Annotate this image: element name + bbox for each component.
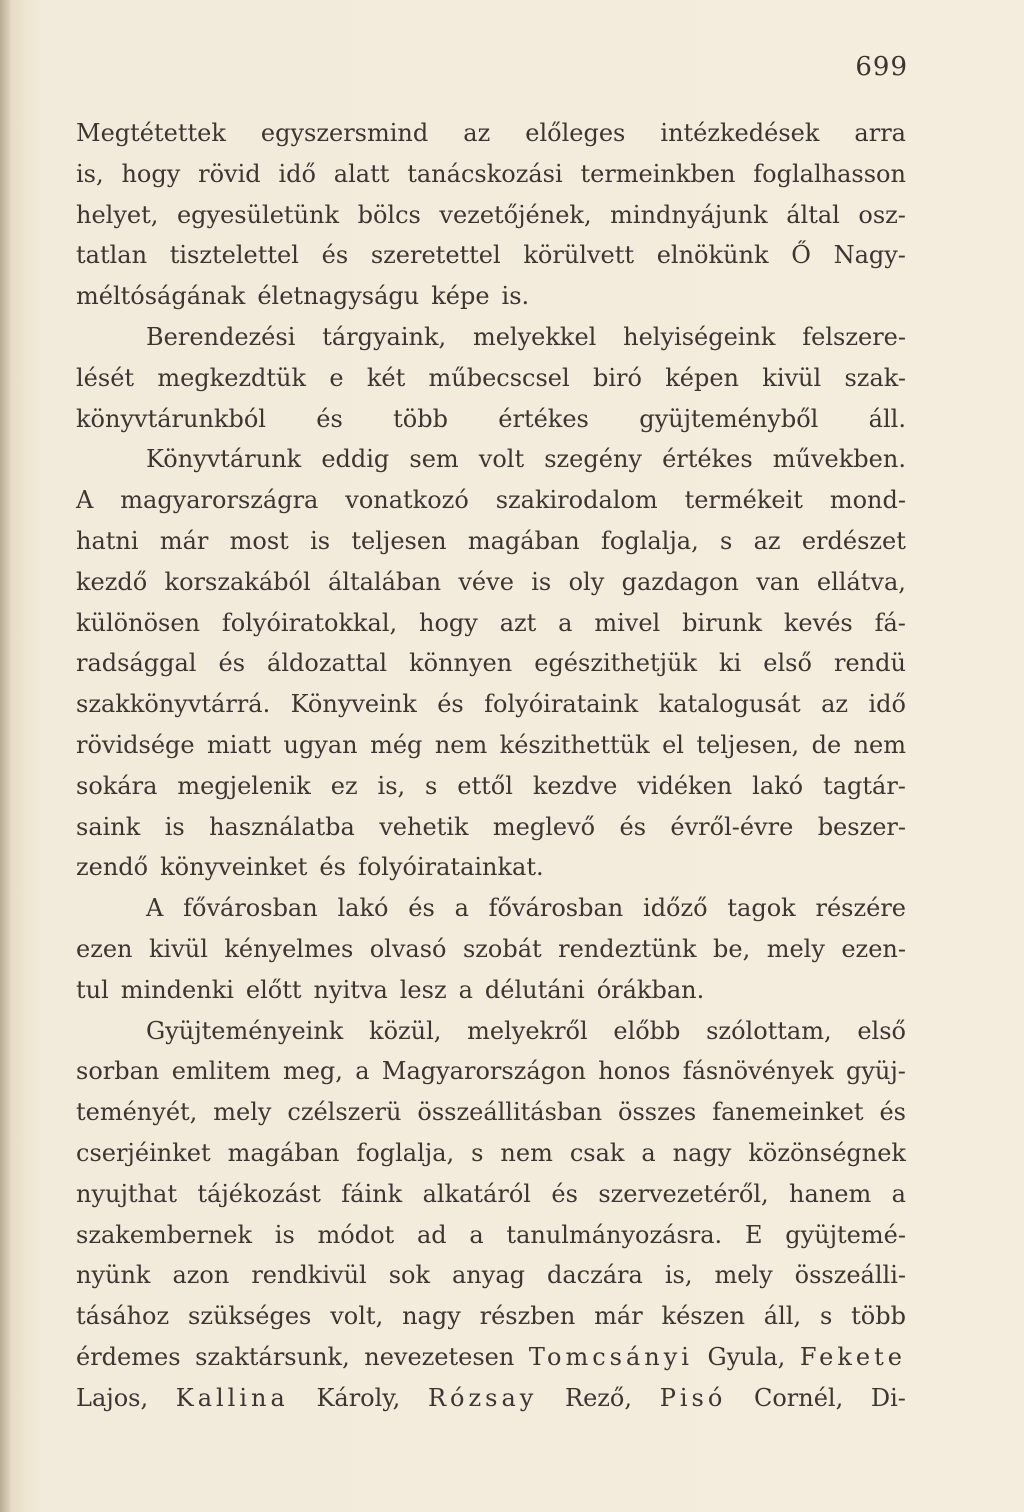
word: erdészet — [801, 526, 906, 555]
word: szervezetéről, — [598, 1179, 769, 1208]
word: emlitem — [171, 1057, 271, 1086]
word: ezen- — [841, 934, 906, 963]
text-line — [76, 1296, 906, 1337]
text-line — [76, 235, 906, 276]
word: sorban — [76, 1057, 160, 1086]
word: lését — [76, 363, 135, 392]
word: mely — [213, 1098, 272, 1127]
word: a — [458, 975, 473, 1004]
word: már — [159, 526, 209, 555]
word: Gyüjteményeink — [146, 1016, 344, 1045]
word: összes — [618, 1098, 697, 1127]
word: gyüjtemé- — [785, 1220, 906, 1249]
word: bölcs — [357, 200, 421, 229]
word: nem — [853, 730, 906, 759]
word: sok — [388, 1261, 431, 1290]
word: birunk — [682, 608, 763, 637]
word: rövid — [198, 159, 261, 188]
text-line — [76, 725, 906, 766]
word: kivül — [762, 363, 822, 392]
text-line — [76, 1092, 906, 1133]
text-line — [76, 1255, 906, 1296]
word: délutáni — [484, 975, 585, 1004]
text-line — [76, 888, 906, 929]
word: a — [355, 1057, 370, 1086]
word: módot — [317, 1220, 395, 1249]
word: ugyan — [283, 730, 358, 759]
word: fá- — [874, 608, 906, 637]
word: kivül — [148, 934, 208, 963]
word: Magyarországon — [381, 1057, 586, 1086]
word: nyujthat — [76, 1179, 177, 1208]
word: tásához — [76, 1302, 170, 1331]
word: is, — [377, 771, 406, 800]
text-line — [76, 970, 906, 1011]
text-line — [76, 807, 906, 848]
page-number: 699 — [855, 52, 908, 82]
text-line — [76, 847, 906, 888]
word: mely — [766, 934, 825, 963]
word: idő — [278, 159, 316, 188]
text-line — [76, 439, 906, 480]
word: fáink — [341, 1179, 403, 1208]
word: honos — [598, 1057, 671, 1086]
word: folyóiratainkat. — [357, 853, 544, 882]
text-line — [76, 1133, 906, 1174]
word: eddig — [321, 445, 390, 474]
word: vehetik — [379, 812, 469, 841]
word: és — [218, 649, 246, 678]
word: véve — [458, 567, 514, 596]
word: korszakából — [164, 567, 311, 596]
word: melyekkel — [472, 322, 597, 351]
word: szakkönyvtárrá. — [76, 690, 271, 719]
word: összeálli- — [794, 1261, 906, 1290]
word: biró — [592, 363, 642, 392]
text-line — [76, 521, 906, 562]
word: s — [471, 1138, 484, 1167]
word: több — [393, 404, 448, 433]
word: A — [76, 486, 94, 515]
word: saink — [76, 812, 141, 841]
word: foglalja, — [356, 1138, 455, 1167]
word: ezen — [76, 934, 133, 963]
word: el — [662, 730, 684, 759]
word: már — [594, 1302, 643, 1331]
word: és — [319, 853, 346, 882]
text-line — [76, 1378, 906, 1419]
word: is — [531, 567, 552, 596]
word: szak- — [844, 363, 906, 392]
word: Lajos, — [76, 1383, 149, 1412]
word: és — [879, 1098, 906, 1127]
word: e — [329, 363, 344, 392]
word: folyóiratokkal, — [221, 608, 398, 637]
word: nagy — [402, 1302, 461, 1331]
word: volt — [478, 445, 525, 474]
word: egészithetjük — [534, 649, 698, 678]
word: radsággal — [76, 649, 197, 678]
word: cserjéinket — [76, 1138, 211, 1167]
word: különösen — [76, 608, 201, 637]
word: Megtétettek — [76, 119, 226, 147]
word: Tomcsányi — [528, 1342, 693, 1371]
word: sokára — [76, 771, 158, 800]
word: tárgyaink, — [322, 322, 447, 351]
word: nagy — [672, 1138, 732, 1167]
word: anyag — [452, 1261, 525, 1290]
word: beszer- — [817, 812, 906, 841]
word: rendkivül — [251, 1261, 367, 1290]
text-line — [76, 643, 906, 684]
word: az — [821, 690, 849, 719]
word: Ő — [791, 241, 811, 270]
word: csak — [569, 1138, 625, 1167]
word: tagok — [727, 894, 796, 923]
word: általában — [327, 567, 442, 596]
word: gyüjteményből — [639, 404, 819, 433]
word: könyveinket — [160, 853, 308, 882]
word: ettől — [457, 771, 513, 800]
word: érdemes — [76, 1342, 181, 1371]
word: s — [425, 771, 438, 800]
word: és — [619, 812, 647, 841]
word: katalogusát — [658, 690, 801, 719]
word: Rező, — [565, 1383, 633, 1412]
word: kevés — [783, 608, 853, 637]
word: és — [437, 690, 464, 719]
word: szeretettel — [370, 241, 501, 270]
word: Pisó — [659, 1383, 727, 1412]
word: kezdve — [532, 771, 618, 800]
text-line — [76, 603, 906, 644]
word: is — [310, 526, 331, 555]
word: mely — [714, 1261, 773, 1290]
word: áldozattal — [267, 649, 388, 678]
word: A — [146, 894, 164, 923]
word: osz- — [858, 200, 906, 229]
word: és — [316, 404, 343, 433]
word: és — [551, 1179, 578, 1208]
word: mindenki — [120, 975, 234, 1004]
word: tanulmányozásra. — [506, 1220, 723, 1249]
word: idő — [868, 690, 906, 719]
word: első — [763, 649, 812, 678]
word: rendeztünk — [558, 934, 697, 963]
word: fővárosban — [488, 894, 624, 923]
word: E — [744, 1220, 763, 1249]
word: meg, — [282, 1057, 343, 1086]
word: Berendezési — [146, 322, 296, 351]
word: a — [641, 1138, 656, 1167]
page-binding-edge — [0, 0, 10, 1512]
word: nem — [434, 730, 488, 759]
word: részére — [815, 894, 906, 923]
text-line — [76, 929, 906, 970]
word: teményét, — [76, 1098, 198, 1127]
word: alkatáról — [422, 1179, 531, 1208]
word: helyiségeink — [623, 322, 776, 351]
word: arra — [854, 119, 906, 147]
word: daczára — [546, 1261, 643, 1290]
word: az — [463, 119, 491, 147]
word: most — [229, 526, 289, 555]
word: elnökünk — [656, 241, 769, 270]
word: szükséges — [188, 1302, 312, 1331]
word: hogy — [419, 608, 478, 637]
word: mivel — [594, 608, 661, 637]
word: azt — [499, 608, 537, 637]
word: oly — [568, 567, 605, 596]
word: vonatkozó — [345, 486, 469, 515]
word: Di- — [870, 1383, 906, 1412]
word: által — [786, 200, 840, 229]
word: azon — [172, 1261, 230, 1290]
word: fásnövények — [682, 1057, 834, 1086]
word: órákban. — [596, 975, 705, 1004]
word: melyekről — [467, 1016, 588, 1045]
word: közül, — [369, 1016, 442, 1045]
word: foglalhasson — [753, 159, 906, 188]
word: termékeit — [684, 486, 803, 515]
word: magában — [227, 1138, 340, 1167]
word: Gyula, — [707, 1342, 786, 1371]
word: Nagy- — [833, 241, 906, 270]
word: képen — [665, 363, 739, 392]
word: alatt — [333, 159, 390, 188]
word: rövidsége — [76, 730, 195, 759]
word: hogy — [121, 159, 181, 188]
word: mindnyájunk — [610, 200, 768, 229]
word: még — [370, 730, 423, 759]
word: s — [819, 1302, 833, 1331]
word: szaktársunk, — [195, 1342, 350, 1371]
word: tatlan — [76, 241, 148, 270]
word: magyarországra — [120, 486, 319, 515]
word: mond- — [829, 486, 906, 515]
word: volt, — [330, 1302, 384, 1331]
word: vezetőjének, — [439, 200, 592, 229]
word: szakembernek — [76, 1220, 253, 1249]
text-line — [76, 276, 906, 317]
word: ki — [719, 649, 742, 678]
word: s — [720, 526, 733, 555]
word: könnyen — [409, 649, 513, 678]
word: tagtár- — [823, 771, 906, 800]
word: kényelmes — [224, 934, 354, 963]
text-line — [76, 1051, 906, 1092]
word: áll. — [868, 404, 906, 433]
word: termeinkben — [580, 159, 736, 188]
word: Fekete — [799, 1342, 906, 1371]
word: Rózsay — [427, 1383, 538, 1412]
word: tul — [76, 975, 109, 1004]
word: Károly, — [316, 1383, 401, 1412]
word: hanem — [789, 1179, 872, 1208]
word: felszere- — [802, 322, 906, 351]
word: előtt — [245, 975, 302, 1004]
word: Könyvtárunk — [146, 445, 302, 474]
word: zendő — [76, 853, 149, 882]
word: de — [811, 730, 842, 759]
text-line — [76, 480, 906, 521]
word: művekben. — [772, 445, 906, 474]
text-line — [76, 399, 906, 440]
word: tanácskozási — [407, 159, 563, 188]
text-line — [76, 113, 906, 154]
word: is, — [76, 159, 104, 188]
word: teljesen — [351, 526, 447, 555]
word: folyóirataink — [484, 690, 639, 719]
word: van — [756, 567, 800, 596]
text-line — [76, 317, 906, 358]
word: szegény — [544, 445, 642, 474]
text-line — [76, 766, 906, 807]
word: méltóságának — [76, 282, 246, 311]
word: tájékozást — [197, 1179, 321, 1208]
word: a — [454, 894, 469, 923]
word: ellátva, — [816, 567, 906, 596]
word: a — [558, 608, 573, 637]
word: lesz — [399, 975, 447, 1004]
word: áll, — [763, 1302, 802, 1331]
word: használatba — [209, 812, 355, 841]
word: megkezdtük — [157, 363, 307, 392]
word: a — [469, 1220, 484, 1249]
text-line — [76, 1011, 906, 1052]
body-text — [76, 113, 906, 1419]
word: előleges — [525, 119, 626, 147]
word: kezdő — [76, 567, 148, 596]
word: a — [891, 1179, 906, 1208]
word: nevezetesen — [364, 1342, 515, 1371]
word: egyesületünk — [176, 200, 340, 229]
text-line — [76, 154, 906, 195]
word: megjelenik — [177, 771, 311, 800]
word: közönségnek — [748, 1138, 906, 1167]
word: Könyveink — [290, 690, 417, 719]
word: két — [366, 363, 406, 392]
word: is, — [664, 1261, 693, 1290]
word: be, — [713, 934, 751, 963]
word: értékes — [662, 445, 753, 474]
word: nem — [500, 1138, 553, 1167]
word: részben — [479, 1302, 576, 1331]
word: gazdagon — [621, 567, 739, 596]
word: tisztelettel — [169, 241, 299, 270]
word: könyvtárunkból — [76, 404, 266, 433]
word: több — [851, 1302, 906, 1331]
word: körülvett — [523, 241, 635, 270]
word: helyet, — [76, 200, 159, 229]
word: értékes — [498, 404, 589, 433]
word: fanemeinket — [712, 1098, 864, 1127]
word: az — [753, 526, 781, 555]
word: is. — [501, 282, 530, 311]
word: vidéken — [637, 771, 733, 800]
word: első — [857, 1016, 906, 1045]
word: Cornél, — [753, 1383, 844, 1412]
word: hatni — [76, 526, 139, 555]
text-line — [76, 1215, 906, 1256]
text-line — [76, 562, 906, 603]
word: intézkedések — [660, 119, 820, 147]
word: előbb — [613, 1016, 681, 1045]
word: is — [164, 812, 185, 841]
word: miatt — [207, 730, 272, 759]
word: czélszerü — [287, 1098, 402, 1127]
word: nyitva — [313, 975, 388, 1004]
word: képe — [431, 282, 490, 311]
word: és — [408, 894, 435, 923]
text-line — [76, 684, 906, 725]
word: meglevő — [492, 812, 596, 841]
word: évről-évre — [670, 812, 794, 841]
word: ad — [416, 1220, 447, 1249]
word: rendü — [833, 649, 906, 678]
text-line — [76, 1174, 906, 1215]
word: teljesen, — [696, 730, 800, 759]
word: lakó — [337, 894, 389, 923]
word: időző — [643, 894, 708, 923]
word: olvasó — [369, 934, 447, 963]
word: szólottam, — [706, 1016, 832, 1045]
word: foglalja, — [600, 526, 699, 555]
word: lakó — [752, 771, 804, 800]
word: műbecscsel — [428, 363, 570, 392]
word: szobát — [462, 934, 542, 963]
text-line — [76, 358, 906, 399]
word: gyüj- — [845, 1057, 906, 1086]
word: és — [321, 241, 349, 270]
word: magában — [467, 526, 580, 555]
word: fővárosban — [183, 894, 318, 923]
word: ez — [330, 771, 358, 800]
word: életnagyságu — [257, 282, 420, 311]
word: is — [274, 1220, 295, 1249]
text-line — [76, 195, 906, 236]
word: készen — [661, 1302, 745, 1331]
word: készithettük — [499, 730, 650, 759]
word: egyszersmind — [260, 119, 429, 147]
word: összeállitásban — [417, 1098, 603, 1127]
word: sem — [409, 445, 459, 474]
text-line — [76, 1337, 906, 1378]
word: szakirodalom — [495, 486, 658, 515]
word: nyünk — [76, 1261, 151, 1290]
word: Kallina — [175, 1383, 289, 1412]
